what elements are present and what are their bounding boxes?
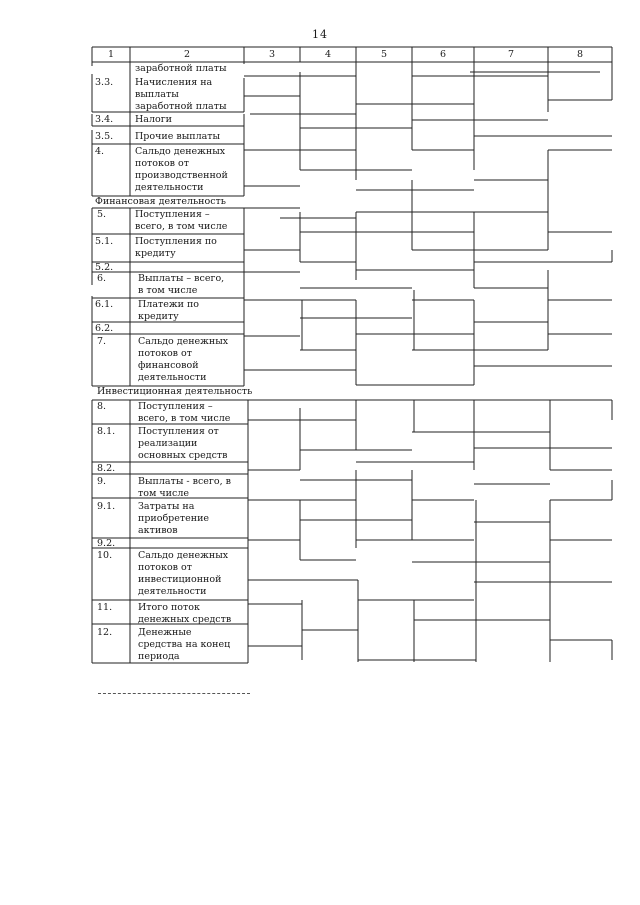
row-label-line: в том числе bbox=[138, 285, 198, 296]
row-label-line: кредиту bbox=[138, 311, 179, 322]
section-heading: Инвестиционная деятельность bbox=[97, 386, 253, 397]
row-label-line: Денежные bbox=[138, 627, 192, 638]
row-label-line: деятельности bbox=[138, 372, 207, 383]
row-label-line: выплаты bbox=[135, 89, 179, 100]
row-label-line: денежных средств bbox=[138, 614, 232, 625]
row-label-line: Выплаты - всего, в bbox=[138, 476, 232, 487]
row-label-line: Сальдо денежных bbox=[138, 550, 229, 561]
row-label-line: периода bbox=[138, 651, 180, 662]
row-number: 11. bbox=[97, 602, 113, 613]
row-label-line: деятельности bbox=[138, 586, 207, 597]
row-number: 5.1. bbox=[95, 236, 114, 247]
row-label-line: финансовой bbox=[138, 360, 199, 371]
row-number: 6.1. bbox=[95, 299, 114, 310]
row-number: 8.1. bbox=[97, 426, 116, 437]
column-header: 6 bbox=[439, 49, 447, 60]
row-label-line: реализации bbox=[138, 438, 198, 449]
row-number: 6.2. bbox=[95, 323, 114, 334]
row-number: 4. bbox=[95, 146, 105, 157]
row-number: 3.5. bbox=[95, 131, 114, 142]
column-header: 3 bbox=[268, 49, 276, 60]
row-label-line: Итого поток bbox=[138, 602, 200, 613]
row-label-line: том числе bbox=[138, 488, 189, 499]
column-header: 4 bbox=[324, 49, 332, 60]
column-header: 5 bbox=[380, 49, 388, 60]
row-label-line: Сальдо денежных bbox=[135, 146, 226, 157]
row-number: 3.4. bbox=[95, 114, 114, 125]
row-label-line: потоков от bbox=[135, 158, 190, 169]
row-number: 8. bbox=[97, 401, 107, 412]
row-label-line: Поступления – bbox=[138, 401, 213, 412]
row-label-line: Выплаты – всего, bbox=[138, 273, 225, 284]
column-header: 7 bbox=[507, 49, 515, 60]
row-label-line: деятельности bbox=[135, 182, 204, 193]
row-number: 9.1. bbox=[97, 501, 116, 512]
section-heading: Финансовая деятельность bbox=[95, 196, 226, 207]
column-header: 8 bbox=[576, 49, 584, 60]
footer-rule bbox=[98, 693, 250, 694]
row-number: 3.3. bbox=[95, 77, 114, 88]
row-label-line: заработной платы bbox=[135, 63, 227, 74]
row-label-line: инвестиционной bbox=[138, 574, 222, 585]
row-label-line: Прочие выплаты bbox=[135, 131, 221, 142]
row-label-line: потоков от bbox=[138, 348, 193, 359]
row-number: 7. bbox=[97, 336, 107, 347]
row-number: 8.2. bbox=[97, 463, 116, 474]
row-label-line: всего, в том числе bbox=[135, 221, 228, 232]
row-label-line: кредиту bbox=[135, 248, 176, 259]
row-label-line: Затраты на bbox=[138, 501, 195, 512]
row-label-line: Сальдо денежных bbox=[138, 336, 229, 347]
row-label-line: Поступления от bbox=[138, 426, 219, 437]
row-number: 5. bbox=[97, 209, 107, 220]
row-label-line: Платежи по bbox=[138, 299, 200, 310]
row-label-line: производственной bbox=[135, 170, 228, 181]
row-label-line: средства на конец bbox=[138, 639, 231, 650]
row-number: 12. bbox=[97, 627, 113, 638]
row-label-line: Поступления – bbox=[135, 209, 210, 220]
column-header: 2 bbox=[183, 49, 191, 60]
row-number: 5.2. bbox=[95, 262, 114, 273]
row-label-line: Поступления по bbox=[135, 236, 217, 247]
page-number: 14 bbox=[312, 28, 328, 41]
row-number: 10. bbox=[97, 550, 113, 561]
column-header: 1 bbox=[107, 49, 115, 60]
row-label-line: заработной платы bbox=[135, 101, 227, 112]
row-number: 6. bbox=[97, 273, 107, 284]
row-label-line: потоков от bbox=[138, 562, 193, 573]
row-label-line: всего, в том числе bbox=[138, 413, 231, 424]
row-label-line: основных средств bbox=[138, 450, 228, 461]
row-label-line: Налоги bbox=[135, 114, 173, 125]
row-number: 9. bbox=[97, 476, 107, 487]
row-number: 9.2. bbox=[97, 538, 116, 549]
row-label-line: активов bbox=[138, 525, 178, 536]
row-label-line: приобретение bbox=[138, 513, 210, 524]
row-label-line: Начисления на bbox=[135, 77, 213, 88]
